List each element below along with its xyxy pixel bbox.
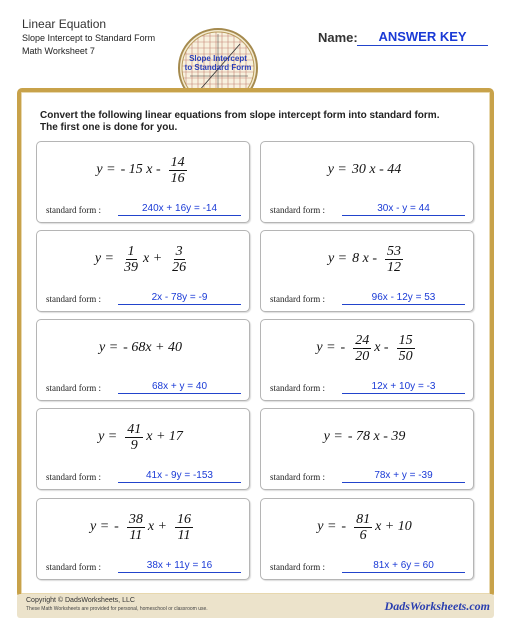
numerator: 16 — [177, 511, 191, 527]
equation-lhs: y = — [316, 340, 336, 355]
answer-value: 68x + y = 40 — [118, 381, 241, 394]
equation-term: x + 17 — [146, 429, 183, 444]
fraction — [175, 512, 193, 543]
standard-form-label: standard form : — [46, 205, 101, 215]
equation — [37, 231, 249, 287]
equation — [261, 409, 473, 465]
problem-card — [36, 230, 250, 312]
denominator: 9 — [130, 437, 138, 453]
answer-row — [270, 560, 470, 574]
standard-form-label: standard form : — [46, 472, 101, 482]
problem-card — [260, 498, 474, 580]
equation — [261, 320, 473, 376]
answer-row — [46, 560, 246, 574]
copyright-text: Copyright © DadsWorksheets, LLC — [26, 597, 135, 604]
equation-term: - — [341, 519, 347, 534]
standard-form-label: standard form : — [46, 383, 101, 393]
answer-row — [46, 203, 246, 217]
numerator: 3 — [175, 243, 183, 259]
problem-card — [36, 498, 250, 580]
problem-card — [260, 141, 474, 223]
standard-form-label: standard form : — [46, 562, 101, 572]
equation-term: 30 x - 44 — [351, 162, 402, 177]
numerator: 53 — [387, 243, 402, 259]
equation — [261, 142, 473, 198]
numerator: 14 — [170, 154, 185, 170]
numerator: 38 — [128, 511, 143, 527]
numerator: 15 — [398, 332, 413, 348]
fraction — [397, 333, 415, 364]
numerator: 24 — [355, 332, 370, 348]
equation-term: x + — [143, 251, 163, 266]
denominator: 12 — [387, 259, 402, 275]
denominator: 11 — [129, 527, 143, 543]
answer-row — [270, 470, 470, 484]
problem-card — [36, 141, 250, 223]
worksheet-number: Math Worksheet 7 — [22, 46, 95, 56]
fraction — [354, 512, 372, 543]
name-label: Name: — [318, 30, 358, 45]
equation-lhs: y = — [98, 429, 118, 444]
fraction — [125, 422, 143, 453]
equation-lhs: y = — [89, 519, 110, 534]
equation-lhs: y = — [323, 429, 343, 444]
fraction — [170, 244, 188, 275]
numerator: 41 — [127, 421, 142, 437]
equation-lhs: y = — [96, 162, 116, 177]
equation — [37, 320, 249, 376]
denominator: 6 — [359, 527, 367, 543]
answer-value: 96x - 12y = 53 — [342, 292, 465, 305]
answer-value: 78x + y = -39 — [342, 470, 465, 483]
denominator: 39 — [124, 259, 138, 275]
badge-label: Slope Intercept to Standard Form — [184, 54, 252, 72]
fraction — [122, 244, 140, 275]
standard-form-label: standard form : — [270, 562, 325, 572]
name-field — [318, 29, 488, 49]
problem-card — [36, 408, 250, 490]
denominator: 26 — [172, 259, 187, 275]
problem-card — [260, 230, 474, 312]
denominator: 50 — [398, 348, 413, 364]
standard-form-label: standard form : — [270, 294, 325, 304]
equation-term: x + 10 — [375, 519, 412, 534]
numerator: 1 — [127, 243, 135, 259]
equation-term: x + — [147, 519, 167, 534]
fraction — [127, 512, 145, 543]
equation-lhs: y = — [99, 340, 119, 355]
equation-term: - 15 x - — [120, 162, 161, 177]
worksheet-subtitle: Slope Intercept to Standard Form — [22, 33, 156, 43]
equation-term: - 68x + 40 — [123, 340, 182, 355]
equation-term: 8 x - — [352, 251, 378, 266]
equation-term: - — [114, 519, 119, 534]
fraction — [385, 244, 403, 275]
equation — [37, 499, 249, 555]
standard-form-label: standard form : — [270, 383, 325, 393]
equation-term: x - — [374, 340, 389, 355]
equation-lhs: y = — [94, 251, 114, 266]
denominator: 16 — [170, 170, 185, 186]
answer-row — [270, 203, 470, 217]
equation-term: - 78 x - 39 — [347, 429, 406, 444]
answer-value: 41x - 9y = -153 — [118, 470, 241, 483]
equation-term: - — [340, 340, 346, 355]
answer-row — [270, 381, 470, 395]
answer-value: 38x + 11y = 16 — [118, 560, 241, 573]
answer-row — [270, 292, 470, 306]
fraction — [169, 155, 187, 186]
problem-card — [260, 408, 474, 490]
equation — [261, 231, 473, 287]
name-value: ANSWER KEY — [357, 29, 488, 46]
equation-lhs: y = — [327, 251, 348, 266]
problem-card — [36, 319, 250, 401]
answer-value: 2x - 78y = -9 — [118, 292, 241, 305]
standard-form-label: standard form : — [46, 294, 101, 304]
answer-value: 12x + 10y = -3 — [342, 381, 465, 394]
worksheet-header — [22, 17, 155, 58]
site-logo: DadsWorksheets.com — [384, 599, 490, 613]
denominator: 11 — [177, 527, 191, 543]
answer-row — [46, 292, 246, 306]
equation-lhs: y = — [327, 162, 347, 177]
standard-form-label: standard form : — [270, 472, 325, 482]
standard-form-label: standard form : — [270, 205, 325, 215]
equation — [261, 499, 473, 555]
fraction — [353, 333, 371, 364]
worksheet-title: Linear Equation — [22, 17, 107, 31]
equation-lhs: y = — [317, 519, 337, 534]
answer-row — [46, 470, 246, 484]
answer-value: 30x - y = 44 — [342, 203, 465, 216]
answer-value: 81x + 6y = 60 — [342, 560, 465, 573]
denominator: 20 — [355, 348, 370, 364]
equation — [37, 409, 249, 465]
answer-value: 240x + 16y = -14 — [118, 203, 241, 216]
problem-card — [260, 319, 474, 401]
equation — [37, 142, 249, 198]
instructions: Convert the following linear equations from slope intercept form into standard form. The first one is done for you. — [40, 110, 440, 133]
usage-note: These Math Worksheets are provided for personal, homeschool or classroom use. — [26, 606, 208, 612]
numerator: 81 — [356, 511, 371, 527]
answer-row — [46, 381, 246, 395]
